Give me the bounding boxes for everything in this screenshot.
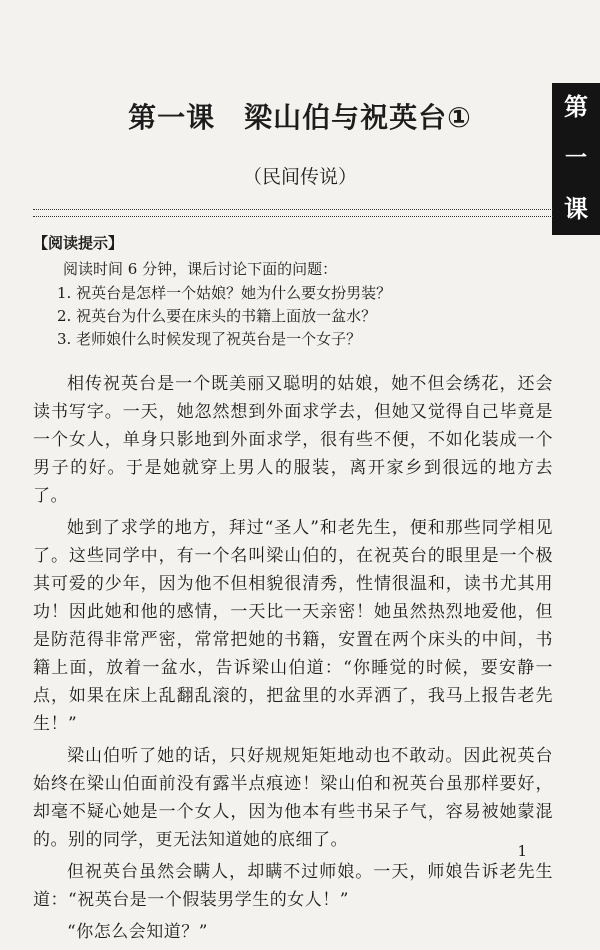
- lesson-subtitle: （民间传说）: [242, 166, 357, 188]
- story-body: [33, 370, 553, 950]
- story-paragraph: 梁山伯听了她的话，只好规规矩矩地动也不敢动。因此祝英台始终在梁山伯面前没有露半点痕迹！梁山伯和祝英台虽那样要好，却毫不疑心她是一个女人，因为他本有些书呆子气，容易被她蒙混的。别的同学，更无法知道她的底细了。: [33, 746, 553, 850]
- tips-question: 1. 祝英台是怎样一个姑娘？她为什么要女扮男装？: [57, 284, 392, 302]
- side-tab-char: 第: [564, 92, 588, 121]
- page-number: 1: [517, 842, 527, 860]
- side-tab-char: 一: [564, 145, 587, 171]
- lesson-title: 第一课 梁山伯与祝英台①: [128, 101, 472, 134]
- story-paragraph: 相传祝英台是一个既美丽又聪明的姑娘，她不但会绣花，还会读书写字。一天，她忽然想到外面求学去，但她又觉得自己毕竟是一个女人，单身只影地到外面求学，很有些不便，不如化装成一个男子的好。于是她就穿上男人的服装，离开家乡到很远的地方去了。: [33, 374, 553, 506]
- story-paragraph: “你怎么会知道？”: [67, 922, 208, 942]
- reading-tips: [33, 252, 553, 348]
- tips-intro: 阅读时间 6 分钟，课后讨论下面的问题：: [63, 260, 338, 278]
- story-paragraph: 但祝英台虽然会瞒人，却瞒不过师娘。一天，师娘告诉老先生道：“祝英台是一个假装男学生的女人！”: [33, 862, 553, 910]
- tips-question: 3. 老师娘什么时候发现了祝英台是一个女子？: [57, 330, 362, 348]
- reading-tips-label: 【阅读提示】: [33, 234, 124, 252]
- side-tab-char: 课: [564, 194, 588, 223]
- dotted-divider: [33, 209, 553, 217]
- tips-question: 2. 祝英台为什么要在床头的书籍上面放一盆水？: [57, 307, 377, 325]
- story-paragraph: 她到了求学的地方，拜过“圣人”和老先生，便和那些同学相见了。这些同学中，有一个名叫梁山伯的，在祝英台的眼里是一个极其可爱的少年，因为他不但相貌很清秀，性情很温和，读书尤其用功！因此她和他的感情，一天比一天亲密！她虽然热烈地爱他，但是防范得非常严密，常常把她的书籍，安置在两个床头的中间，书籍上面，放着一盆水，告诉梁山伯道：“你睡觉的时候，要安静一点，如果在床上乱翻乱滚的，把盆里的水弄洒了，我马上报告老先生！”: [33, 518, 553, 734]
- bleed-through-text: [34, 66, 554, 88]
